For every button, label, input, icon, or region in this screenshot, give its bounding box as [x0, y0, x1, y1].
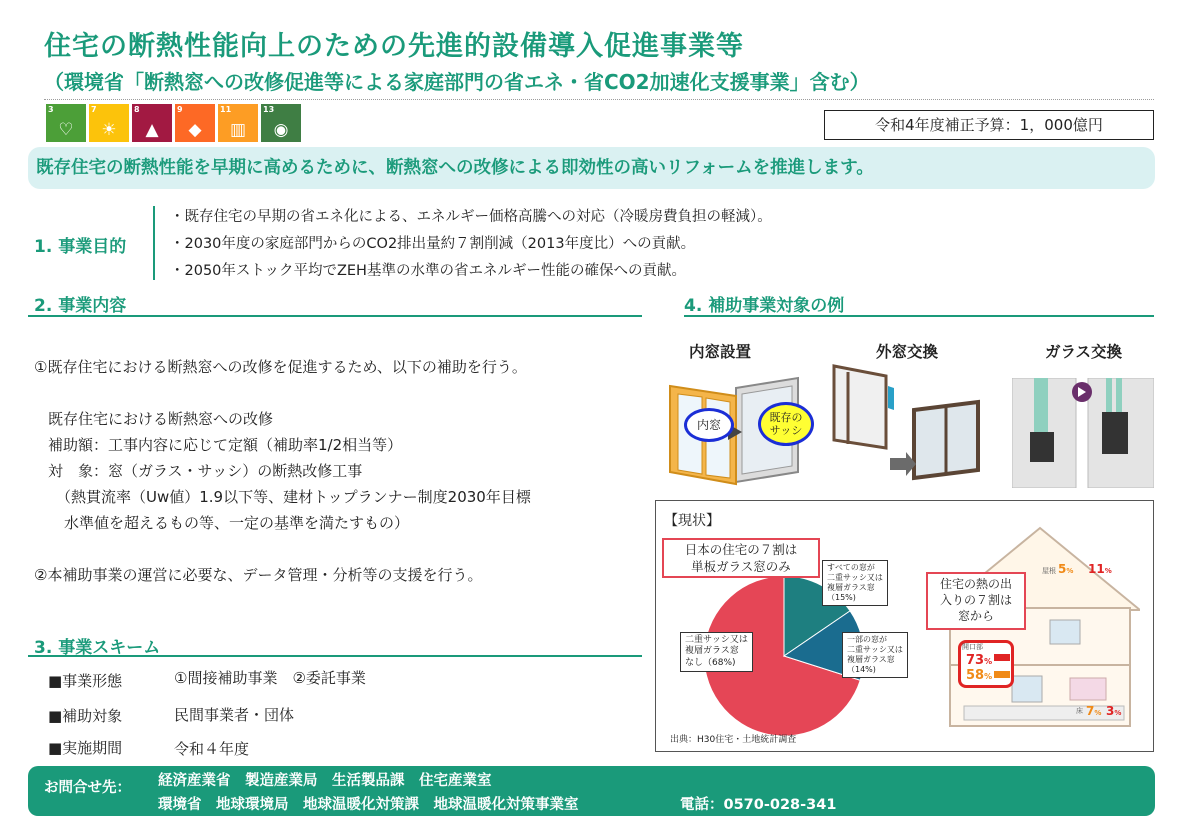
example-label-inner-window: 内窓設置: [689, 343, 752, 361]
content-detail-2: 補助額：工事内容に応じて定額（補助率1/2相当等）: [48, 436, 403, 454]
window-heat-label: 開口部: [962, 643, 983, 651]
sdg-3-icon: 3 ♡: [46, 104, 86, 142]
content-item-2: ②本補助事業の運営に必要な、データ管理・分析等の支援を行う。: [34, 566, 483, 584]
sdg-7-icon: 7 ☀: [89, 104, 129, 142]
scheme-value-target: 民間事業者・団体: [174, 706, 295, 724]
content-item-1: ①既存住宅における断熱窓への改修を促進するため、以下の補助を行う。: [34, 358, 527, 376]
window-heat-in: 58%: [966, 668, 993, 683]
inner-window-tag: 内窓: [684, 408, 734, 442]
scheme-label-period: ■実施期間: [48, 739, 123, 757]
content-detail-3: 対 象：窓（ガラス・サッシ）の断熱改修工事: [48, 462, 363, 480]
content-underline: [28, 315, 642, 317]
scheme-underline: [28, 655, 642, 657]
sdg-icons: [46, 104, 301, 142]
floor-label: 床: [1076, 707, 1083, 715]
sdg-13-icon: 13 ◉: [261, 104, 301, 142]
header-divider: [44, 99, 1154, 100]
contact-phone: 電話：0570-028-341: [680, 797, 837, 813]
sdg-8-icon: 8 ▲: [132, 104, 172, 142]
purpose-line-2: ・2030年度の家庭部門からのCO2排出量約７割削減（2013年度比）への貢献。: [170, 236, 696, 252]
single-glass-callout: 日本の住宅の７割は 単板ガラス窓のみ: [662, 538, 820, 578]
heat-callout: 住宅の熱の出 入りの７割は 窓から: [926, 572, 1026, 630]
heat-in-arrow-icon: [994, 671, 1010, 678]
contact-line-1: 経済産業省 製造産業局 生活製品課 住宅産業室: [158, 773, 492, 789]
page-title: 住宅の断熱性能向上のための先進的設備導入促進事業等: [44, 31, 744, 62]
examples-heading: 4. 補助事業対象の例: [684, 296, 845, 316]
floor-heat-out: 3%: [1106, 704, 1122, 718]
contact-label: お問合せ先：: [44, 780, 131, 796]
purpose-heading: 1. 事業目的: [34, 237, 127, 257]
page-subtitle: （環境省「断熱窓への改修促進等による家庭部門の省エネ・省CO2加速化支援事業」含む）: [44, 70, 870, 94]
purpose-line-3: ・2050年ストック平均でZEH基準の水準の省エネルギー性能の確保への貢献。: [170, 263, 686, 279]
examples-underline: [684, 315, 1154, 317]
example-label-glass: ガラス交換: [1045, 343, 1123, 361]
scheme-label-type: ■事業形態: [48, 672, 123, 690]
roof-heat-in: 5%: [1058, 562, 1074, 576]
existing-sash-tag: 既存の サッシ: [758, 402, 814, 446]
example-label-outer-window: 外窓交換: [876, 343, 939, 361]
slice-label-none: 二重サッシ又は 複層ガラス窓 なし（68%): [680, 632, 753, 672]
sdg-11-icon: 11 ▥: [218, 104, 258, 142]
budget-box: 令和4年度補正予算：1，000億円: [824, 110, 1154, 140]
window-heat-out: 73%: [966, 653, 993, 668]
outer-window-illustration: [828, 362, 988, 487]
scheme-heading: 3. 事業スキーム: [34, 638, 161, 658]
content-detail-5: 水準値を超えるもの等、一定の基準を満たすもの）: [64, 514, 410, 532]
contact-line-2: 環境省 地球環境局 地球温暖化対策課 地球温暖化対策事業室: [158, 797, 579, 813]
floor-heat-in: 7%: [1086, 704, 1102, 718]
status-heading: 【現状】: [664, 513, 720, 529]
roof-label: 屋根: [1042, 567, 1056, 575]
content-detail-1: 既存住宅における断熱窓への改修: [48, 410, 274, 428]
scheme-label-target: ■補助対象: [48, 707, 123, 725]
content-heading: 2. 事業内容: [34, 296, 127, 316]
glass-replacement-illustration: [1012, 378, 1154, 488]
heat-out-arrow-icon: [994, 654, 1010, 661]
content-detail-4: （熱貫流率（Uw値）1.9以下等、建材トップランナー制度2030年目標: [56, 488, 531, 506]
purpose-line-1: ・既存住宅の早期の省エネ化による、エネルギー価格高騰への対応（冷暖房費負担の軽減）。: [170, 209, 772, 225]
summary-banner: 既存住宅の断熱性能を早期に高めるために、断熱窓への改修による即効性の高いリフォームを推進します。: [28, 147, 1155, 189]
roof-heat-out: 11%: [1088, 562, 1112, 576]
scheme-value-period: 令和４年度: [174, 740, 250, 758]
purpose-divider: [153, 206, 155, 280]
data-source: 出典：H30住宅・土地統計調査: [670, 735, 797, 745]
slice-label-partial: 一部の窓が 二重サッシ又は 複層ガラス窓 （14%): [842, 632, 908, 678]
sdg-9-icon: 9 ◆: [175, 104, 215, 142]
scheme-value-type: ①間接補助事業 ②委託事業: [174, 669, 366, 687]
slice-label-all: すべての窓が 二重サッシ又は 複層ガラス窓 （15%): [822, 560, 888, 606]
